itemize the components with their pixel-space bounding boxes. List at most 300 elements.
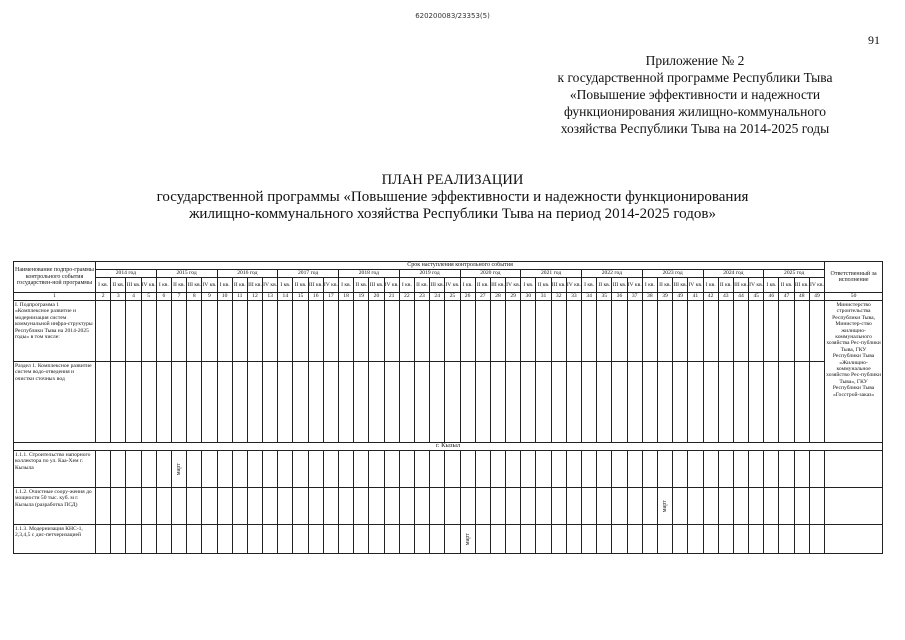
table-cell <box>323 362 338 443</box>
row-name: I. Подпрограмма 1 «Комплексное развитие и модернизация систем коммунальной инфра-структуры Республики Тыва на 2014-2025 годы» в том числе: <box>14 301 96 362</box>
quarter-header: III кв. <box>126 278 141 293</box>
table-cell <box>263 451 278 488</box>
quarter-header: II кв. <box>597 278 612 293</box>
table-cell <box>566 362 581 443</box>
table-cell <box>126 362 141 443</box>
quarter-header: IV кв. <box>809 278 824 293</box>
year-header: 2021 год <box>521 270 582 278</box>
table-cell <box>278 488 293 525</box>
appendix-line: Приложение № 2 <box>645 53 745 68</box>
table-row <box>14 488 883 525</box>
quarter-header: I кв. <box>582 278 597 293</box>
city-label: г. Кызыл <box>14 443 883 451</box>
table-cell <box>156 301 171 362</box>
table-cell <box>141 488 156 525</box>
table-cell <box>354 525 369 554</box>
table-cell <box>612 301 627 362</box>
table-cell <box>612 488 627 525</box>
table-cell <box>657 525 672 554</box>
table-cell <box>703 525 718 554</box>
table-cell <box>733 451 748 488</box>
quarter-header: II кв. <box>232 278 247 293</box>
table-cell <box>673 301 688 362</box>
table-cell <box>445 488 460 525</box>
column-number: 31 <box>536 293 551 301</box>
column-number: 27 <box>475 293 490 301</box>
table-cell <box>187 301 202 362</box>
quarter-header: IV кв. <box>688 278 703 293</box>
table-cell <box>536 301 551 362</box>
table-cell <box>399 451 414 488</box>
table-cell <box>764 362 779 443</box>
table-cell <box>187 451 202 488</box>
table-cell <box>247 451 262 488</box>
table-cell <box>551 488 566 525</box>
table-cell <box>414 488 429 525</box>
table-cell <box>627 488 642 525</box>
table-cell <box>217 362 232 443</box>
table-cell <box>111 362 126 443</box>
table-cell <box>202 525 217 554</box>
year-header: 2024 год <box>703 270 764 278</box>
table-cell <box>703 362 718 443</box>
table-cell <box>369 362 384 443</box>
section-row <box>14 362 883 443</box>
year-header: 2023 год <box>642 270 703 278</box>
table-cell <box>688 451 703 488</box>
column-number: 20 <box>369 293 384 301</box>
table-cell <box>354 451 369 488</box>
city-row <box>14 443 883 451</box>
table-cell <box>733 301 748 362</box>
table-cell <box>171 362 186 443</box>
table-cell <box>551 451 566 488</box>
table-cell <box>794 488 809 525</box>
document-stamp: 620200083/23353(5) <box>415 12 490 20</box>
table-cell <box>323 301 338 362</box>
deadline-mark-text: март <box>464 533 471 545</box>
table-cell <box>749 451 764 488</box>
table-cell <box>582 301 597 362</box>
table-cell <box>399 488 414 525</box>
column-number: 44 <box>733 293 748 301</box>
quarter-header: IV кв. <box>506 278 521 293</box>
table-cell <box>232 451 247 488</box>
quarter-header: I кв. <box>399 278 414 293</box>
table-cell <box>597 488 612 525</box>
table-cell <box>779 362 794 443</box>
quarter-header: IV кв. <box>202 278 217 293</box>
table-cell <box>141 301 156 362</box>
quarter-header: III кв. <box>673 278 688 293</box>
quarter-header: II кв. <box>475 278 490 293</box>
table-cell <box>551 301 566 362</box>
table-cell <box>688 488 703 525</box>
column-number: 49 <box>809 293 824 301</box>
column-number: 39 <box>657 293 672 301</box>
col-events-header: Срок наступления контрольного события <box>96 262 825 270</box>
year-header: 2018 год <box>339 270 400 278</box>
table-cell <box>566 451 581 488</box>
quarter-header: II кв. <box>718 278 733 293</box>
table-cell <box>475 451 490 488</box>
table-cell <box>430 362 445 443</box>
column-number: 5 <box>141 293 156 301</box>
responsible-cell <box>825 488 883 525</box>
table-cell <box>354 488 369 525</box>
quarter-header: I кв. <box>521 278 536 293</box>
table-cell <box>202 301 217 362</box>
table-cell <box>293 488 308 525</box>
column-number: 7 <box>171 293 186 301</box>
responsible-cell <box>825 525 883 554</box>
column-number: 10 <box>217 293 232 301</box>
table-cell <box>96 362 111 443</box>
column-number: 30 <box>521 293 536 301</box>
quarter-header: IV кв. <box>263 278 278 293</box>
column-number: 49 <box>673 293 688 301</box>
table-cell <box>171 488 186 525</box>
table-cell <box>293 451 308 488</box>
column-number: 4 <box>126 293 141 301</box>
table-cell <box>414 362 429 443</box>
table-cell <box>414 525 429 554</box>
table-cell <box>217 488 232 525</box>
column-number: 11 <box>232 293 247 301</box>
table-cell <box>521 525 536 554</box>
table-cell <box>627 362 642 443</box>
table-cell <box>339 301 354 362</box>
table-cell <box>536 362 551 443</box>
year-header: 2015 год <box>156 270 217 278</box>
table-cell <box>278 301 293 362</box>
table-cell <box>809 488 824 525</box>
column-number: 43 <box>718 293 733 301</box>
table-cell <box>156 362 171 443</box>
year-header: 2017 год <box>278 270 339 278</box>
column-number: 34 <box>582 293 597 301</box>
table-cell <box>384 525 399 554</box>
table-cell <box>779 301 794 362</box>
table-cell <box>96 451 111 488</box>
column-number: 46 <box>764 293 779 301</box>
table-cell <box>232 362 247 443</box>
table-cell <box>688 362 703 443</box>
column-number: 35 <box>597 293 612 301</box>
table-cell <box>445 301 460 362</box>
column-number: 13 <box>263 293 278 301</box>
table-cell <box>217 451 232 488</box>
quarter-header: II кв. <box>657 278 672 293</box>
deadline-mark <box>657 488 672 525</box>
quarter-header-row <box>14 278 883 293</box>
table-cell <box>582 525 597 554</box>
table-cell <box>339 362 354 443</box>
table-cell <box>779 451 794 488</box>
table-cell <box>582 362 597 443</box>
table-cell <box>794 525 809 554</box>
quarter-header: II кв. <box>536 278 551 293</box>
col-resp-header: Ответственный за исполнение <box>825 262 883 293</box>
table-cell <box>612 451 627 488</box>
table-cell <box>323 525 338 554</box>
quarter-header: IV кв. <box>749 278 764 293</box>
column-number: 37 <box>627 293 642 301</box>
column-number: 23 <box>414 293 429 301</box>
table-cell <box>293 301 308 362</box>
quarter-header: I кв. <box>703 278 718 293</box>
column-number: 21 <box>384 293 399 301</box>
table-cell <box>384 451 399 488</box>
table-cell <box>597 301 612 362</box>
table-cell <box>430 525 445 554</box>
table-cell <box>536 488 551 525</box>
table-cell <box>217 301 232 362</box>
table-cell <box>202 488 217 525</box>
quarter-header: IV кв. <box>566 278 581 293</box>
quarter-header: III кв. <box>430 278 445 293</box>
table-cell <box>414 301 429 362</box>
appendix-line: хозяйства Республики Тыва на 2014-2025 годы <box>560 121 830 136</box>
table-cell <box>430 301 445 362</box>
quarter-header: III кв. <box>308 278 323 293</box>
table-cell <box>657 301 672 362</box>
table-cell <box>566 525 581 554</box>
table-cell <box>202 362 217 443</box>
column-number: 25 <box>445 293 460 301</box>
row-name: 1.1.3. Модернизация КНС-1, 2,3,4,5 с дис-петчеризацией <box>14 525 96 554</box>
table-cell <box>232 301 247 362</box>
table-cell <box>779 488 794 525</box>
table-cell <box>460 362 475 443</box>
column-number: 16 <box>308 293 323 301</box>
col-name-header: Наименование подпро-граммы контрольного события государствен-ной программы <box>14 262 96 293</box>
column-number: 19 <box>354 293 369 301</box>
table-cell <box>749 362 764 443</box>
table-cell <box>490 525 505 554</box>
table-cell <box>323 451 338 488</box>
table-cell <box>339 451 354 488</box>
table-cell <box>794 451 809 488</box>
column-number: 3 <box>111 293 126 301</box>
table-cell <box>551 362 566 443</box>
column-number: 22 <box>399 293 414 301</box>
table-cell <box>809 451 824 488</box>
table-cell <box>171 525 186 554</box>
page-number: 91 <box>868 33 880 47</box>
table-cell <box>323 488 338 525</box>
table-cell <box>187 488 202 525</box>
column-number: 1 <box>14 293 96 301</box>
column-number: 17 <box>323 293 338 301</box>
table-cell <box>627 301 642 362</box>
column-number: 18 <box>339 293 354 301</box>
table-cell <box>308 488 323 525</box>
table-cell <box>612 362 627 443</box>
table-cell <box>445 525 460 554</box>
table-cell <box>247 362 262 443</box>
column-number: 28 <box>490 293 505 301</box>
year-header: 2020 год <box>460 270 521 278</box>
column-number: 24 <box>430 293 445 301</box>
deadline-mark <box>171 451 186 488</box>
table-cell <box>733 525 748 554</box>
table-cell <box>111 525 126 554</box>
table-cell <box>308 362 323 443</box>
table-cell <box>308 451 323 488</box>
column-number: 32 <box>551 293 566 301</box>
table-cell <box>126 525 141 554</box>
column-number-row <box>14 293 883 301</box>
table-cell <box>445 451 460 488</box>
table-cell <box>384 301 399 362</box>
table-cell <box>293 362 308 443</box>
quarter-header: III кв. <box>612 278 627 293</box>
table-cell <box>582 451 597 488</box>
quarter-header: I кв. <box>156 278 171 293</box>
quarter-header: III кв. <box>794 278 809 293</box>
quarter-header: III кв. <box>490 278 505 293</box>
year-header: 2025 год <box>764 270 825 278</box>
table-cell <box>126 488 141 525</box>
table-cell <box>597 451 612 488</box>
quarter-header: II кв. <box>414 278 429 293</box>
table-cell <box>627 525 642 554</box>
responsible-cell: Министерство строительства Республики Тыва, Министер-ство жилищно-коммунального хозяйства Рес-публики Тыва, ГКУ Республики Тыва «Жилищно-коммунальное хозяйство Рес-публики Тыва», ГКУ Республики Тыва «Госстрой-заказ» <box>825 301 883 443</box>
table-cell <box>657 362 672 443</box>
table-cell <box>809 301 824 362</box>
row-name: Раздел 1. Комплексное развитие систем водо-отведения и очистки сточных вод <box>14 362 96 443</box>
table-cell <box>506 451 521 488</box>
table-cell <box>263 301 278 362</box>
year-header: 2022 год <box>582 270 643 278</box>
quarter-header: II кв. <box>111 278 126 293</box>
deadline-mark-text: март <box>175 463 182 475</box>
table-cell <box>612 525 627 554</box>
table-cell <box>339 488 354 525</box>
year-header: 2019 год <box>399 270 460 278</box>
table-cell <box>673 451 688 488</box>
table-cell <box>718 301 733 362</box>
column-number: 50 <box>825 293 883 301</box>
table-cell <box>126 301 141 362</box>
table-cell <box>430 451 445 488</box>
column-number: 33 <box>566 293 581 301</box>
appendix-block <box>500 52 890 137</box>
appendix-line: функционирования жилищно-коммунального <box>563 104 827 119</box>
quarter-header: II кв. <box>779 278 794 293</box>
table-cell <box>460 451 475 488</box>
quarter-header: I кв. <box>764 278 779 293</box>
table-cell <box>597 525 612 554</box>
column-number: 42 <box>703 293 718 301</box>
column-number: 45 <box>749 293 764 301</box>
table-cell <box>369 451 384 488</box>
table-cell <box>475 488 490 525</box>
column-number: 41 <box>688 293 703 301</box>
appendix-line: к государственной программе Республики Тыва <box>557 70 833 85</box>
table-cell <box>263 525 278 554</box>
table-cell <box>703 301 718 362</box>
table-cell <box>733 488 748 525</box>
table-cell <box>657 451 672 488</box>
column-number: 9 <box>202 293 217 301</box>
table-cell <box>566 301 581 362</box>
quarter-header: III кв. <box>369 278 384 293</box>
quarter-header: III кв. <box>551 278 566 293</box>
column-number: 48 <box>794 293 809 301</box>
quarter-header: IV кв. <box>627 278 642 293</box>
quarter-header: I кв. <box>642 278 657 293</box>
table-cell <box>339 525 354 554</box>
table-cell <box>718 525 733 554</box>
table-cell <box>475 301 490 362</box>
table-cell <box>779 525 794 554</box>
table-cell <box>141 362 156 443</box>
table-cell <box>308 301 323 362</box>
table-cell <box>460 301 475 362</box>
table-cell <box>506 525 521 554</box>
table-cell <box>263 488 278 525</box>
plan-subtitle-line: жилищно-коммунального хозяйства Республики Тыва на период 2014-2025 годов» <box>189 206 716 222</box>
quarter-header: II кв. <box>354 278 369 293</box>
table-cell <box>642 525 657 554</box>
table-row <box>14 451 883 488</box>
quarter-header: I кв. <box>339 278 354 293</box>
quarter-header: II кв. <box>171 278 186 293</box>
table-cell <box>187 525 202 554</box>
year-header: 2014 год <box>96 270 157 278</box>
table-cell <box>111 488 126 525</box>
quarter-header: III кв. <box>187 278 202 293</box>
table-cell <box>490 451 505 488</box>
table-cell <box>202 451 217 488</box>
quarter-header: III кв. <box>247 278 262 293</box>
table-cell <box>733 362 748 443</box>
table-cell <box>263 362 278 443</box>
table-cell <box>490 488 505 525</box>
table-cell <box>278 525 293 554</box>
year-header-row <box>14 270 883 278</box>
column-number: 2 <box>96 293 111 301</box>
table-cell <box>506 488 521 525</box>
quarter-header: IV кв. <box>445 278 460 293</box>
table-cell <box>430 488 445 525</box>
table-cell <box>506 362 521 443</box>
table-cell <box>399 362 414 443</box>
table-cell <box>566 488 581 525</box>
subprogram-row <box>14 301 883 362</box>
deadline-mark-text: март <box>661 500 668 512</box>
column-number: 26 <box>460 293 475 301</box>
table-cell <box>642 451 657 488</box>
table-cell <box>96 525 111 554</box>
table-cell <box>171 301 186 362</box>
header-row <box>14 262 883 270</box>
table-cell <box>642 488 657 525</box>
table-cell <box>490 362 505 443</box>
table-cell <box>703 451 718 488</box>
table-cell <box>703 488 718 525</box>
column-number: 47 <box>779 293 794 301</box>
quarter-header: IV кв. <box>323 278 338 293</box>
table-cell <box>460 488 475 525</box>
appendix-line: «Повышение эффективности и надежности <box>569 87 821 102</box>
table-cell <box>96 301 111 362</box>
table-cell <box>809 525 824 554</box>
table-cell <box>247 525 262 554</box>
table-cell <box>187 362 202 443</box>
